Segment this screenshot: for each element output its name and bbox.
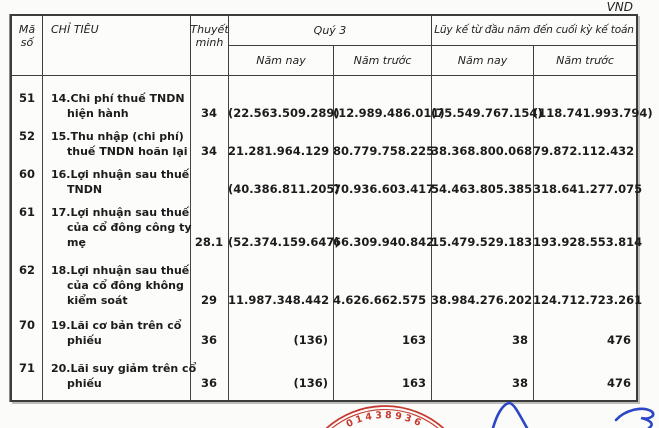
value-q3-now: (40.386.811.205) <box>228 182 340 196</box>
value-q3-now: (136) <box>293 333 328 347</box>
row-label: 14.Chi phí thuế TNDN hiện hành <box>51 92 185 120</box>
table-row-71 <box>12 361 636 391</box>
signature-stroke-icon <box>486 400 534 428</box>
value-ytd-prev: 318.641.277.075 <box>533 182 643 196</box>
row-label: 15.Thu nhập (chi phí) thuế TNDN hoãn lại <box>51 130 188 158</box>
row-note: 29 <box>200 293 217 307</box>
value-ytd-now: 54.463.805.385 <box>431 182 533 196</box>
value-q3-now: 21.281.964.129 <box>228 144 330 158</box>
value-q3-now: (52.374.159.647) <box>228 235 340 249</box>
header-chi-tieu: CHỈ TIÊU <box>42 16 190 75</box>
value-q3-prev: (12.989.486.011) <box>333 106 445 120</box>
table-body <box>12 76 653 400</box>
value-ytd-now: (75.549.767.154) <box>431 106 543 120</box>
table-row-62 <box>12 263 643 308</box>
row-note: 34 <box>200 106 217 120</box>
currency-unit-label: VND <box>606 0 633 14</box>
stamp-digits: 01438936 <box>344 409 426 428</box>
value-q3-prev: 80.779.758.225 <box>333 144 435 158</box>
value-ytd-prev: 476 <box>606 333 631 347</box>
row-label: 17.Lợi nhuận sau thuế của cổ đông công ty mẹ <box>51 206 192 249</box>
company-seal-stamp <box>295 402 475 428</box>
value-ytd-prev: 124.712.723.261 <box>533 293 643 307</box>
value-ytd-now: 38 <box>511 333 528 347</box>
row-code: 61 <box>18 205 35 219</box>
value-q3-prev: 66.309.940.842 <box>333 235 435 249</box>
value-q3-prev: 70.936.603.417 <box>333 182 435 196</box>
row-code: 52 <box>18 129 35 143</box>
value-ytd-now: 38.368.800.068 <box>431 144 533 158</box>
value-ytd-now: 15.479.529.183 <box>431 235 533 249</box>
row-label: 18.Lợi nhuận sau thuế của cổ đông không kiểm soát <box>51 264 190 307</box>
row-note: 34 <box>200 144 217 158</box>
row-note: 36 <box>200 376 217 390</box>
table-row-61 <box>12 205 643 250</box>
value-q3-prev: 163 <box>401 376 426 390</box>
value-q3-now: (22.563.509.289) <box>228 106 340 120</box>
value-q3-now: (136) <box>293 376 328 390</box>
row-code: 70 <box>18 318 35 332</box>
table-header <box>12 16 636 76</box>
value-q3-prev: 4.626.662.575 <box>333 293 427 307</box>
value-ytd-now: 38 <box>511 376 528 390</box>
header-lk-nam-truoc: Năm trước <box>533 46 636 75</box>
row-code: 60 <box>18 167 35 181</box>
value-ytd-prev: (118.741.993.794) <box>533 106 653 120</box>
row-code: 51 <box>18 91 35 105</box>
row-note: 36 <box>200 333 217 347</box>
header-quy-3: Quý 3 <box>228 16 431 46</box>
header-thuyet-minh: Thuyết minh <box>190 16 228 75</box>
row-label: 19.Lãi cơ bản trên cổ phiếu <box>51 319 182 347</box>
value-ytd-prev: 476 <box>606 376 631 390</box>
value-ytd-prev: 79.872.112.432 <box>533 144 635 158</box>
svg-text:01438936 <box>345 410 426 428</box>
header-ma-so: Mã số <box>18 23 36 49</box>
row-label: 16.Lợi nhuận sau thuế TNDN <box>51 168 190 196</box>
row-note: 28.1 <box>194 235 224 249</box>
table-row-60 <box>12 167 643 197</box>
row-code: 62 <box>18 263 35 277</box>
header-lk-nam-nay: Năm nay <box>431 46 533 75</box>
value-q3-now: 11.987.348.442 <box>228 293 330 307</box>
table-row-51 <box>12 91 653 121</box>
header-luy-ke: Lũy kế từ đầu năm đến cuối kỳ kế toán <box>431 16 636 46</box>
row-code: 71 <box>18 361 35 375</box>
table-row-70 <box>12 318 636 348</box>
value-ytd-now: 38.984.276.202 <box>431 293 533 307</box>
signature-stroke-icon <box>612 405 659 428</box>
header-q3-nam-truoc: Năm trước <box>333 46 431 75</box>
financial-table <box>10 14 653 402</box>
value-q3-prev: 163 <box>401 333 426 347</box>
header-q3-nam-nay: Năm nay <box>228 46 333 75</box>
row-label: 20.Lãi suy giảm trên cổ phiếu <box>51 362 197 390</box>
table-row-52 <box>12 129 636 159</box>
value-ytd-prev: 193.928.553.814 <box>533 235 643 249</box>
